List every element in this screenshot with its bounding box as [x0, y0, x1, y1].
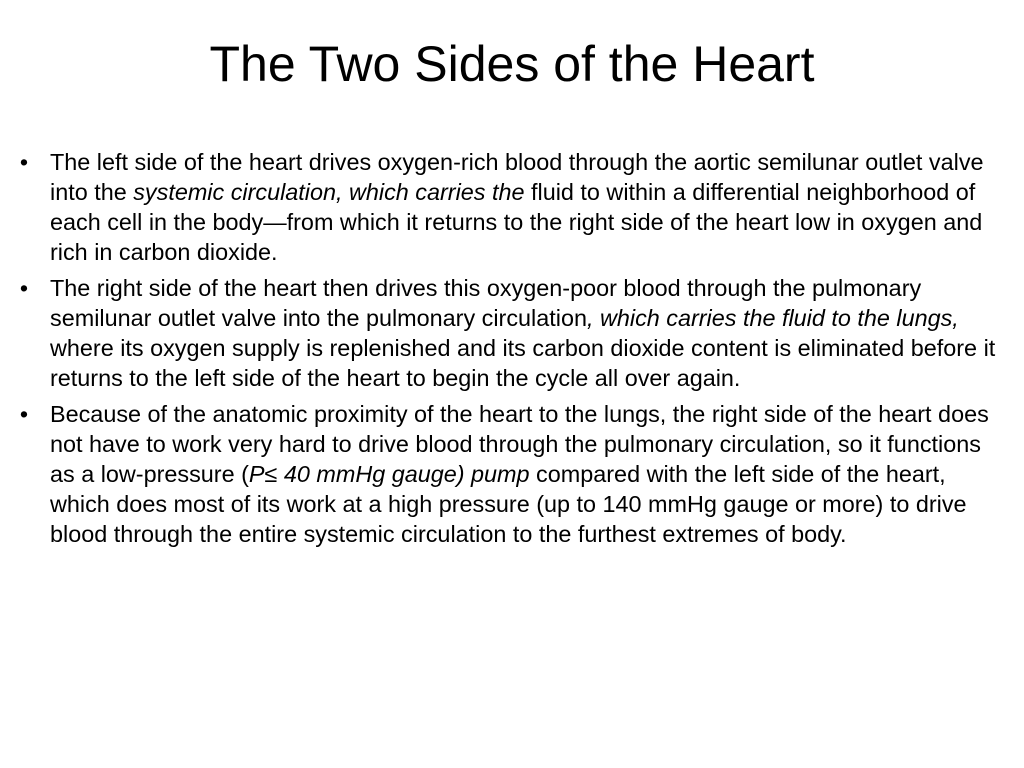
bullet-item	[14, 147, 1004, 267]
bullet-icon: •	[19, 149, 29, 175]
bullet-text	[50, 401, 989, 547]
text-segment: compared with the left side of the heart, which does most of its work at a high pressure (up to 140 mmHg gauge or more) to drive blood through the entire systemic circulation to the furthest extremes of body.	[50, 461, 967, 547]
text-segment: fluid to within a differential neighborhood of each cell in the body—from which it returns to the right side of the heart low in oxygen and rich in carbon dioxide.	[50, 179, 983, 265]
italic-text-segment: P≤ 40 mmHg gauge) pump	[248, 461, 530, 487]
slide-title: The Two Sides of the Heart	[209, 36, 815, 92]
bullet-text	[50, 149, 984, 265]
bullet-icon: •	[19, 401, 29, 427]
bullet-list	[14, 147, 1004, 555]
text-segment: The right side of the heart then drives this oxygen-poor blood through the pulmonary semilunar outlet valve into the pulmonary circulation	[50, 275, 922, 331]
italic-text-segment: systemic circulation, which carries the	[133, 179, 525, 205]
italic-text-segment: , which carries the fluid to the lungs,	[586, 305, 959, 331]
bullet-icon: •	[19, 275, 29, 301]
text-segment: where its oxygen supply is replenished and its carbon dioxide content is eliminated before it returns to the left side of the heart to begin the cycle all over again.	[50, 335, 996, 391]
text-segment: Because of the anatomic proximity of the heart to the lungs, the right side of the heart does not have to work very hard to drive blood through the pulmonary circulation, so it functions as a low-pressure (	[50, 401, 989, 487]
bullet-item	[14, 273, 1004, 393]
text-segment: The left side of the heart drives oxygen-rich blood through the aortic semilunar outlet valve into the	[50, 149, 984, 205]
bullet-item	[14, 399, 1004, 549]
bullet-text	[50, 275, 995, 391]
